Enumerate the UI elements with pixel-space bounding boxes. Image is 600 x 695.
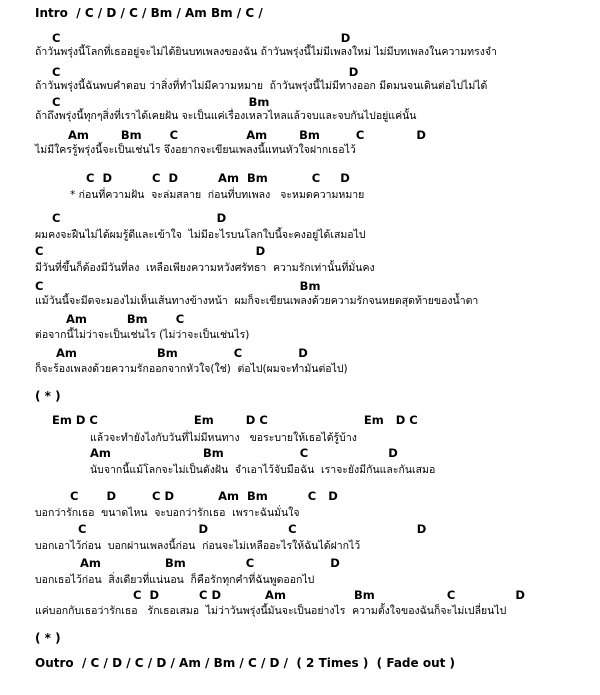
lyric-line: แค่บอกกับเธอว่ารักเธอ รักเธอเสมอ ไม่ว่าวันพรุ่งนี้มันจะเป็นอย่างไร ความตั้งใจของฉันก็จะไม่เปลี่ยนไป [35, 605, 507, 617]
chord-line: C D C D Am Bm C D [70, 489, 338, 503]
chord-line: C D C D [78, 522, 427, 536]
lyric-line: มีวันที่ขึ้นก็ต้องมีวันที่ลง เหลือเพียงความหวังศรัทธา ความรักเท่านั้นที่มั่นคง [35, 262, 375, 274]
lyric-line: บอกเธอไว้ก่อน สิ่งเดียวที่แน่นอน ก็คือรักทุกคำที่ฉันพูดออกไป [35, 574, 315, 586]
lyric-line: บอกเอาไว้ก่อน บอกผ่านเพลงนี้ก่อน ก่อนจะไม่เหลืออะไรให้ฉันได้ฝากไว้ [35, 540, 361, 552]
chord-line: C D [52, 31, 351, 45]
section-header: Intro / C / D / C / Bm / Am Bm / C / [35, 6, 263, 20]
lyric-line: แล้วจะทำยังไงกับวันที่ไม่มีหนทาง ขอระบายให้เธอได้รู้บ้าง [90, 432, 357, 444]
lyric-line: ถ้าวันพรุ่งนี้โลกที่เธออยู่จะไม่ได้ยินบทเพลงของฉัน ถ้าวันพรุ่งนี้ไม่มีเพลงใหม่ ไม่มีบทเพลงในความทรงจำ [35, 46, 497, 58]
chord-line: Am Bm C D [90, 446, 398, 460]
chord-line: Am Bm C [66, 312, 185, 326]
chord-line: C D C D Am Bm C D [133, 588, 525, 602]
lyric-line: แม้วันนี้จะมีดจะมองไม่เห็นเส้นทางข้างหน้า ผมก็จะเขียนเพลงด้วยความรักจนหยดสุดท้ายของน้ำตา [35, 295, 479, 307]
lyric-line: * ก่อนที่ความฝัน จะล่มสลาย ก่อนที่บทเพลง จะหมดความหมาย [70, 189, 365, 201]
lyric-line: ไม่มีใครรู้พรุ่งนี้จะเป็นเช่นไร จึงอยากจะเขียนเพลงนี้แทนหัวใจฝากเธอไว้ [35, 144, 356, 156]
chord-line: Am Bm C D [56, 346, 308, 360]
chord-line: Em D C Em D C Em D C [52, 413, 418, 427]
chord-line: C Bm [35, 279, 321, 293]
lyric-line: บอกว่ารักเธอ ขนาดไหน จะบอกว่ารักเธอ เพราะฉันมั่นใจ [35, 507, 300, 519]
chord-line: C D [35, 244, 266, 258]
chord-line: C D C D Am Bm C D [86, 171, 350, 185]
lyric-line: ถ้าถึงพรุ่งนี้ทุกๆสิ่งที่เราได้เคยฝัน จะเป็นแค่เรื่องเหลวไหลแล้วจบและจบกันไปอยู่แค่นั้น [35, 110, 417, 122]
lyric-line: ถ้าวันพรุ่งนี้ฉันพบคำตอบ ว่าสิ่งที่ทำไม่มีความหมาย ถ้าวันพรุ่งนี้ไม่มีทางออก มีดมนจนเดินต่อไปไม่ได้ [35, 80, 488, 92]
section-header: Outro / C / D / C / D / Am / Bm / C / D / ( 2 Times ) ( Fade out ) [35, 656, 456, 670]
lyric-line: นับจากนี้แม้โลกจะไม่เป็นดังฝัน จำเอาไว้จับมือฉัน เราจะยังมีกันและกันเสมอ [90, 464, 436, 476]
lyric-line: ผมคงจะฝืนไม่ได้ผมรู้ดีและเข้าใจ ไม่มีอะไรบนโลกใบนี้จะคงอยู่ได้เสมอไป [35, 229, 366, 241]
chord-line: C D [52, 65, 359, 79]
chord-line: Am Bm C Am Bm C D [68, 128, 426, 142]
section-header: ( * ) [35, 631, 61, 645]
section-header: ( * ) [35, 389, 61, 403]
chord-line: Am Bm C D [80, 556, 340, 570]
chord-line: C D [52, 211, 227, 225]
lyric-line: ก็จะร้องเพลงด้วยความรักออกจากหัวใจ(ใช่) ต่อไป(ผมจะทำมันต่อไป) [35, 363, 348, 375]
chord-line: C Bm [52, 95, 270, 109]
lyric-line: ต่อจากนี้ไม่ว่าจะเป็นเช่นไร (ไม่ว่าจะเป็นเช่นไร) [35, 329, 250, 341]
